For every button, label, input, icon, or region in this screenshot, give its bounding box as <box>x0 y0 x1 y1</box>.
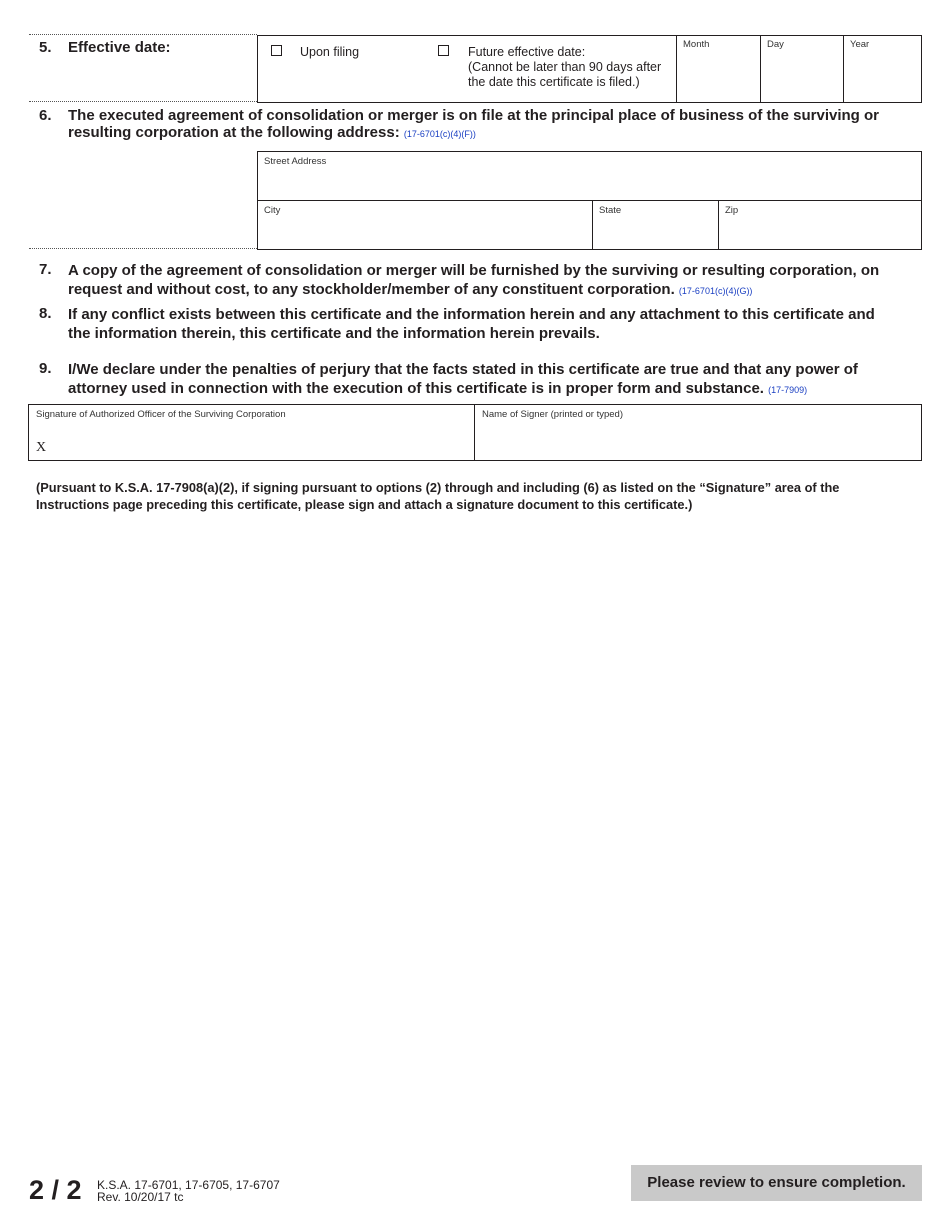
item-number: 5. <box>39 39 52 56</box>
item8-line1: If any conflict exists between this certificate and the information herein and any attachment to this certificate and <box>68 306 875 323</box>
item9-line2 <box>68 379 918 400</box>
city-label: City <box>264 205 281 216</box>
future-date-note: the date this certificate is filed.) <box>468 75 640 89</box>
item8-text <box>68 305 918 343</box>
item7-line1: A copy of the agreement of consolidation or merger will be furnished by the surviving or resulting corporation, on <box>68 262 880 279</box>
month-field[interactable] <box>681 60 759 98</box>
pursuant-note-line2: Instructions page preceding this certificate, please sign and attach a signature document to this certificate.) <box>36 497 693 512</box>
year-label: Year <box>850 39 870 50</box>
future-date-label: Future effective date: <box>468 45 586 59</box>
dotted-rule <box>29 34 257 35</box>
review-notice: Please review to ensure completion. <box>631 1165 922 1201</box>
item6-line2 <box>68 124 918 143</box>
dotted-rule <box>29 101 257 102</box>
zip-field[interactable] <box>723 221 921 247</box>
year-field[interactable] <box>848 60 922 98</box>
statute-reference: K.S.A. 17-6701, 17-6705, 17-6707 <box>97 1178 280 1192</box>
day-field[interactable] <box>765 60 843 98</box>
officer-signature-label: Signature of Authorized Officer of the Surviving Corporation <box>36 409 286 420</box>
street-address-label: Street Address <box>264 156 327 167</box>
item-number: 6. <box>39 107 52 124</box>
item8-line2: the information therein, this certificate and the information herein prevails. <box>68 325 600 342</box>
street-address-field[interactable] <box>262 172 921 198</box>
state-field[interactable] <box>597 221 717 247</box>
item7-citation: (17-6701(c)(4)(G)) <box>678 286 753 296</box>
page-number: 2 / 2 <box>29 1175 82 1205</box>
item6-line2-text: resulting corporation at the following address: <box>68 124 400 141</box>
cell-divider <box>718 200 719 250</box>
item6-line1: The executed agreement of consolidation or merger is on file at the principal place of business of the surviving or <box>68 107 880 124</box>
row-divider <box>257 200 922 201</box>
revision-note: Rev. 10/20/17 tc <box>97 1190 184 1204</box>
item6-text <box>68 107 918 143</box>
item9-line1: I/We declare under the penalties of perjury that the facts stated in this certificate are true and that any power of <box>68 361 858 378</box>
item-number: 9. <box>39 360 52 377</box>
cell-divider <box>760 35 761 103</box>
item9-line2-text: attorney used in connection with the execution of this certificate is in proper form and substance. <box>68 380 764 397</box>
item6-citation: (17-6701(c)(4)(F)) <box>403 129 476 139</box>
month-label: Month <box>683 39 710 50</box>
state-label: State <box>599 205 622 216</box>
officer-signature-field[interactable] <box>50 434 472 458</box>
signer-name-field[interactable] <box>480 428 920 458</box>
upon-filing-checkbox[interactable] <box>271 45 282 56</box>
city-field[interactable] <box>262 221 591 247</box>
pursuant-note <box>36 479 921 513</box>
item7-text <box>68 261 918 301</box>
pursuant-note-line1: (Pursuant to K.S.A. 17-7908(a)(2), if signing pursuant to options (2) through and including (6) as listed on the “Signature” area of the <box>36 480 840 495</box>
cell-divider <box>843 35 844 103</box>
future-date-note: (Cannot be later than 90 days after <box>468 60 662 74</box>
item9-citation: (17-7909) <box>768 385 808 395</box>
item7-line2 <box>68 280 918 301</box>
cell-divider <box>592 200 593 250</box>
day-label: Day <box>767 39 784 50</box>
cell-divider <box>474 404 475 461</box>
item-number: 7. <box>39 261 52 278</box>
cell-divider <box>676 35 677 103</box>
effective-date-label: Effective date: <box>68 39 171 56</box>
signer-name-label: Name of Signer (printed or typed) <box>482 409 623 420</box>
future-date-checkbox[interactable] <box>438 45 449 56</box>
item9-text <box>68 360 918 400</box>
upon-filing-label: Upon filing <box>300 45 360 59</box>
dotted-rule <box>29 248 257 249</box>
item-number: 8. <box>39 305 52 322</box>
signature-x-mark: X <box>36 440 47 455</box>
zip-label: Zip <box>725 205 739 216</box>
item7-line2-text: request and without cost, to any stockholder/member of any constituent corporation. <box>68 281 675 298</box>
